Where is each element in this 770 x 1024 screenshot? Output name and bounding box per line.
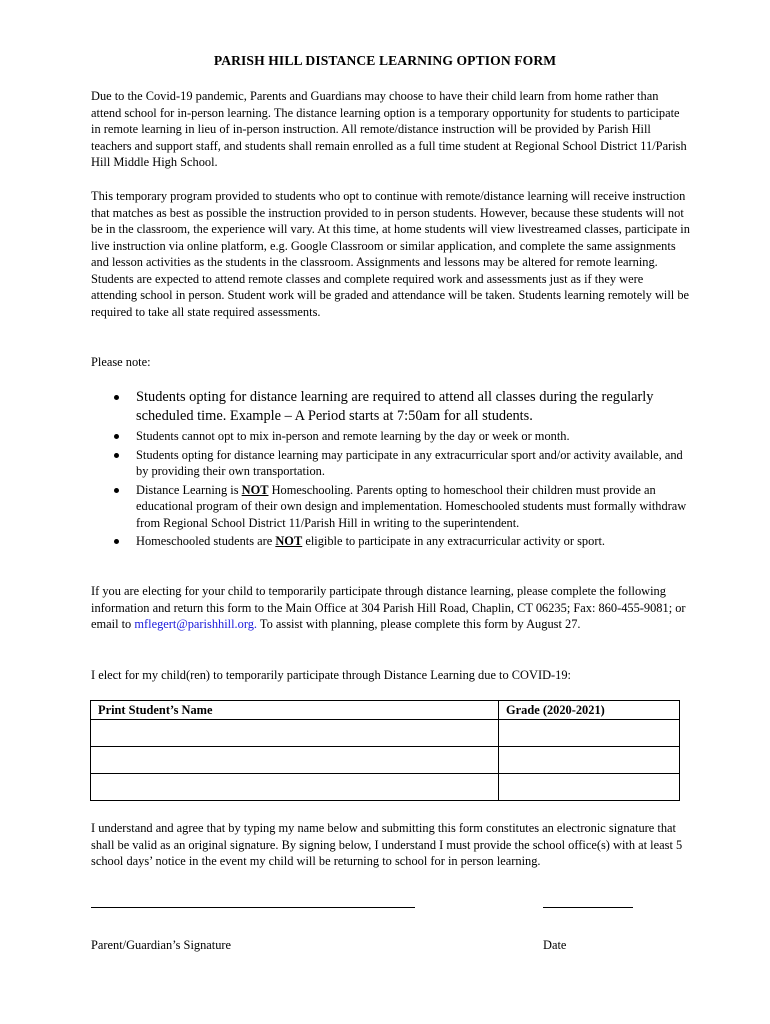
student-name-cell[interactable] <box>91 747 499 774</box>
email-link[interactable]: mflegert@parishhill.org. <box>134 617 258 631</box>
notes-list <box>91 388 691 552</box>
date-label: Date <box>543 938 567 952</box>
list-item <box>91 482 691 532</box>
table-row <box>91 774 680 801</box>
bullet-text: Homeschooled students are <box>136 534 276 548</box>
please-note-label: Please note: <box>91 355 151 369</box>
emphasis-not: NOT <box>241 482 269 497</box>
grade-cell[interactable] <box>499 774 680 801</box>
table-row <box>91 747 680 774</box>
election-statement: I elect for my child(ren) to temporarily participate through Distance Learning due to COVID-19: <box>91 668 571 682</box>
list-item <box>91 388 691 425</box>
student-name-header: Print Student’s Name <box>91 701 499 720</box>
list-item <box>91 428 691 445</box>
signature-line[interactable] <box>91 907 415 908</box>
date-line[interactable] <box>543 907 633 908</box>
signature-label: Parent/Guardian’s Signature <box>91 938 232 952</box>
instructions-text: If you are electing for your child to temporarily participate through distance learning, please complete the following information and return this form to the Main Office at 304 Parish Hill Road, Chaplin, CT 06235; Fax: 860-455-9081; or email to <box>91 584 686 631</box>
grade-header: Grade (2020-2021) <box>499 701 680 720</box>
bullet-text: Students opting for distance learning may participate in any extracurricular sport and/or activity available, and by providing their own transportation. <box>136 447 683 478</box>
bullet-text: Homeschooling. Parents opting to homeschool their children must provide an educational program of their own design and implementation. Homeschooled students must formally withdraw from Regional School District 11/Parish Hill in writing to the superintendent. <box>136 482 687 530</box>
list-item <box>91 533 691 550</box>
bullet-text: Students opting for distance learning are required to attend all classes during the regularly scheduled time. Example – A Period starts at 7:50am for all students. <box>136 389 654 424</box>
program-paragraph: This temporary program provided to students who opt to continue with remote/distance learning will receive instruction that matches as best as possible the instruction provided to in person students. However, because these students will not be in the classroom, the experience will vary. At this time, at home students will view livestreamed classes, participate in live instruction via online platform, e.g. Google Classroom or similar application, and complete the same assignments and lesson activities as the students in the classroom. Assignments and lessons may be altered for remote learning. Students are expected to attend remote classes and complete required work and assessments just as if they were attending school in person. Student work will be graded and attendance will be taken. Students learning remotely will be required to take all state required assessments. <box>91 189 690 319</box>
list-item <box>91 447 691 480</box>
intro-paragraph: Due to the Covid-19 pandemic, Parents and Guardians may choose to have their child learn from home rather than attend school for in-person learning. The distance learning option is a temporary opportunity for students to participate in remote learning in lieu of in-person instruction. All remote/distance instruction will be provided by Parish Hill teachers and support staff, and students shall remain enrolled as a full time student at Regional School District 11/Parish Hill Middle High School. <box>91 89 687 169</box>
student-name-cell[interactable] <box>91 774 499 801</box>
emphasis-not: NOT <box>275 534 303 548</box>
grade-cell[interactable] <box>499 747 680 774</box>
instructions-text: To assist with planning, please complete this form by August 27. <box>257 617 581 631</box>
student-name-cell[interactable] <box>91 720 499 747</box>
bullet-text: Students cannot opt to mix in-person and remote learning by the day or week or month. <box>136 429 570 443</box>
instructions-paragraph <box>91 583 691 633</box>
table-row <box>91 720 680 747</box>
agreement-paragraph: I understand and agree that by typing my name below and submitting this form constitutes an electronic signature that shall be valid as an original signature. By signing below, I understand I must provide the school office(s) with at least 5 school days’ notice in the event my child will be returning to school for in person learning. <box>91 821 683 868</box>
bullet-text: Distance Learning is <box>136 482 242 497</box>
form-title: PARISH HILL DISTANCE LEARNING OPTION FORM <box>213 53 557 68</box>
bullet-text: eligible to participate in any extracurricular activity or sport. <box>302 534 605 548</box>
student-table <box>90 700 680 801</box>
grade-cell[interactable] <box>499 720 680 747</box>
table-header-row <box>91 701 680 720</box>
